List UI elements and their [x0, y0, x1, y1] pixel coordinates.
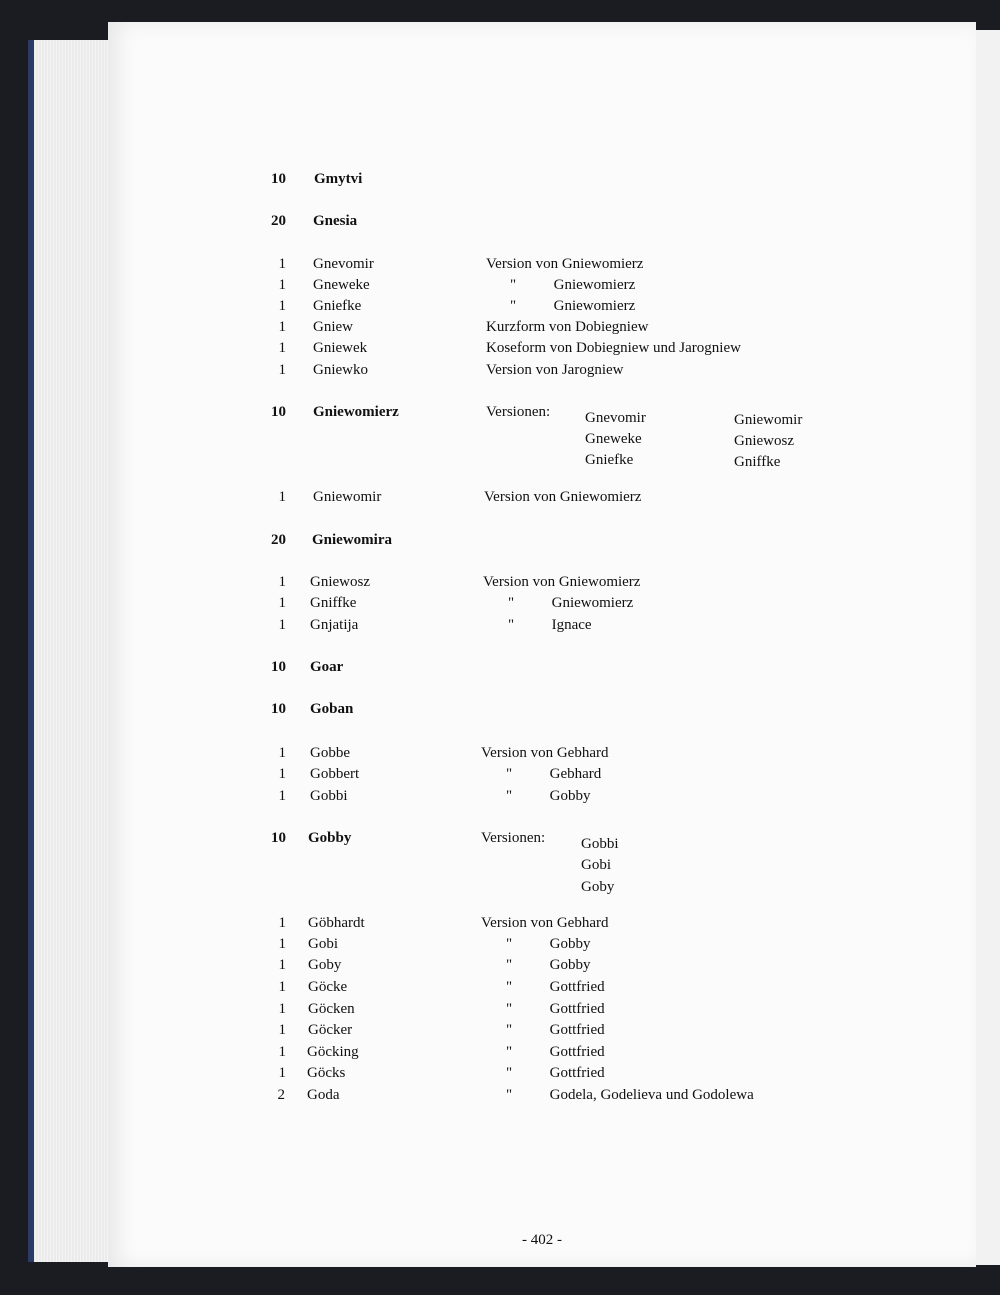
entry-name: Goby	[308, 957, 342, 973]
entry-count: 1	[278, 979, 286, 995]
book-page-edges	[28, 40, 114, 1262]
entry-name: Gniewomierz	[313, 404, 399, 420]
entry-name: Gnevomir	[313, 256, 374, 272]
entry-count: 1	[278, 256, 286, 272]
entry-description: " Gottfried	[506, 1001, 605, 1017]
version-item: Gniffke	[734, 454, 781, 470]
entry-description: Versionen:	[481, 830, 546, 846]
entry-name: Göbhardt	[308, 915, 365, 931]
entry-description: " Gebhard	[506, 766, 602, 782]
version-item: Goby	[581, 879, 615, 895]
entry-name: Gnesia	[313, 213, 358, 229]
entry-name: Gobbe	[310, 745, 350, 761]
entry-count: 1	[278, 277, 286, 293]
entry-count: 10	[271, 404, 286, 420]
version-item: Gobi	[581, 857, 611, 873]
entry-count: 10	[271, 659, 286, 675]
entry-count: 1	[278, 319, 286, 335]
entry-name: Goar	[310, 659, 344, 675]
entry-name: Gnjatija	[310, 617, 359, 633]
entry-count: 1	[278, 788, 286, 804]
entry-description: " Gobby	[506, 936, 591, 952]
entry-name: Gobbi	[310, 788, 348, 804]
entry-count: 1	[278, 766, 286, 782]
entry-count: 20	[271, 532, 286, 548]
entry-description: Version von Gebhard	[481, 915, 609, 931]
entry-description: " Godela, Godelieva und Godolewa	[506, 1087, 754, 1103]
entry-count: 1	[278, 362, 286, 378]
entry-description: Version von Gniewomierz	[486, 256, 644, 272]
entry-count: 1	[278, 1022, 286, 1038]
entry-description: " Gniewomierz	[508, 595, 634, 611]
entry-name: Gobi	[308, 936, 338, 952]
entry-description: Versionen:	[486, 404, 551, 420]
entry-count: 1	[278, 1001, 286, 1017]
entry-name: Göcking	[307, 1044, 359, 1060]
entry-count: 1	[278, 574, 286, 590]
entry-description: " Gottfried	[506, 1065, 605, 1081]
entry-description: " Gottfried	[506, 979, 605, 995]
entry-description: " Ignace	[508, 617, 592, 633]
entry-name: Göcks	[307, 1065, 346, 1081]
entry-description: Version von Jarogniew	[486, 362, 624, 378]
entry-name: Göcke	[308, 979, 348, 995]
version-item: Gniefke	[585, 452, 634, 468]
entry-name: Gniewosz	[310, 574, 370, 590]
version-item: Gneweke	[585, 431, 642, 447]
version-item: Gniewosz	[734, 433, 794, 449]
version-item: Gniewomir	[734, 412, 803, 428]
entry-name: Goban	[310, 701, 354, 717]
page-number: - 402 -	[522, 1232, 562, 1248]
entry-description: Kurzform von Dobiegniew	[486, 319, 649, 335]
entry-name: Gniewomir	[313, 489, 382, 505]
entry-name: Göcken	[308, 1001, 355, 1017]
entry-count: 10	[271, 171, 286, 187]
entry-count: 20	[271, 213, 286, 229]
entry-name: Gobbert	[310, 766, 360, 782]
version-item: Gobbi	[581, 836, 619, 852]
entry-description: Version von Gniewomierz	[483, 574, 641, 590]
entry-count: 1	[278, 957, 286, 973]
entry-name: Gniew	[313, 319, 353, 335]
entry-description: Version von Gniewomierz	[484, 489, 642, 505]
entry-description: Version von Gebhard	[481, 745, 609, 761]
book-page	[108, 22, 976, 1267]
entry-description: " Gottfried	[506, 1044, 605, 1060]
entry-name: Gneweke	[313, 277, 370, 293]
entry-count: 1	[278, 595, 286, 611]
entry-count: 1	[278, 936, 286, 952]
entry-count: 2	[277, 1087, 285, 1103]
entry-count: 10	[271, 701, 286, 717]
entry-description: " Gniewomierz	[510, 277, 636, 293]
entry-description: Koseform von Dobiegniew und Jarogniew	[486, 340, 741, 356]
entry-name: Gniffke	[310, 595, 357, 611]
entry-description: " Gobby	[506, 957, 591, 973]
entry-count: 1	[278, 915, 286, 931]
entry-name: Gniewomira	[312, 532, 392, 548]
entry-count: 10	[271, 830, 286, 846]
entry-name: Gniewek	[313, 340, 368, 356]
version-item: Gnevomir	[585, 410, 646, 426]
entry-count: 1	[278, 1044, 286, 1060]
entry-name: Gniewko	[313, 362, 368, 378]
entry-name: Göcker	[308, 1022, 353, 1038]
entry-count: 1	[278, 298, 286, 314]
entry-description: " Gottfried	[506, 1022, 605, 1038]
entry-count: 1	[278, 340, 286, 356]
entry-description: " Gobby	[506, 788, 591, 804]
entry-description: " Gniewomierz	[510, 298, 636, 314]
entry-count: 1	[278, 1065, 286, 1081]
entry-name: Goda	[307, 1087, 340, 1103]
entry-name: Gmytvi	[314, 171, 363, 187]
entry-count: 1	[278, 745, 286, 761]
entry-count: 1	[278, 617, 286, 633]
book-page-edge-right	[973, 30, 1000, 1265]
entry-name: Gobby	[308, 830, 352, 846]
entry-count: 1	[278, 489, 286, 505]
entry-name: Gniefke	[313, 298, 362, 314]
